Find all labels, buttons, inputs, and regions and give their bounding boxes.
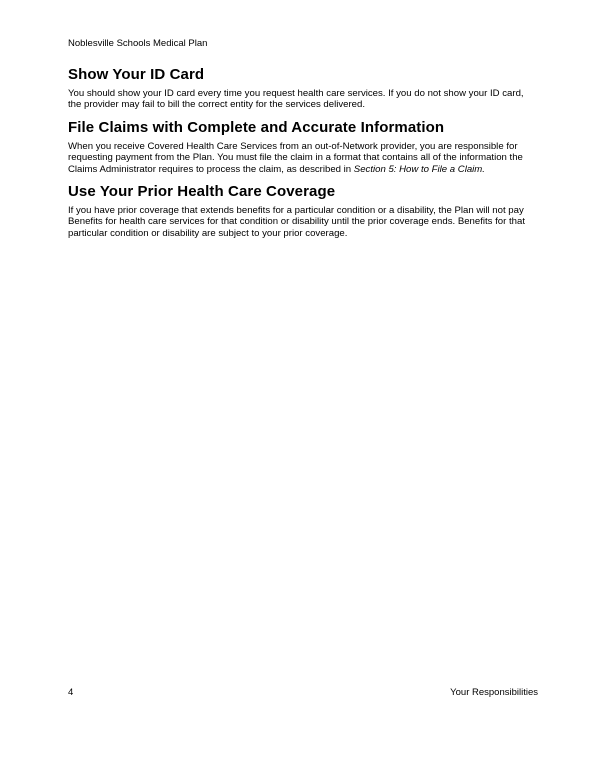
section-heading: Show Your ID Card — [68, 66, 205, 83]
section-prior-coverage — [68, 183, 538, 239]
page-footer — [68, 687, 538, 698]
section-heading: File Claims with Complete and Accurate Information — [68, 118, 445, 136]
paragraph-text: When you receive Covered Health Care Services from an out-of-Network provider, you are responsible for requesting payment from the Plan. You must file the claim in a format that contains all of the information the Claims Administrator requires to process the claim, as described in — [68, 140, 523, 175]
paragraph-text: If you have prior coverage that extends benefits for a particular condition or a disability, the Plan will not pay Benefits for health care services for that condition or disability until the prior coverage ends. Benefits for that particular condition or disability are subject to your prior coverage. — [68, 205, 526, 239]
paragraph-text: You should show your ID card every time you request health care services. If you do not show your ID card, the provider may fail to bill the correct entity for the services delivered. — [68, 88, 524, 111]
section-paragraph — [68, 205, 538, 239]
section-file-claims — [68, 119, 538, 175]
running-header: Noblesville Schools Medical Plan — [68, 38, 208, 49]
page-content — [0, 0, 600, 239]
section-heading: Use Your Prior Health Care Coverage — [68, 183, 336, 201]
section-paragraph — [68, 88, 538, 111]
footer-section-title: Your Responsibilities — [450, 687, 538, 698]
section-paragraph — [68, 141, 538, 175]
page-number: 4 — [68, 687, 74, 698]
section-show-your-id-card — [68, 66, 538, 111]
cross-reference-text: Section 5: How to File a Claim. — [353, 163, 485, 175]
